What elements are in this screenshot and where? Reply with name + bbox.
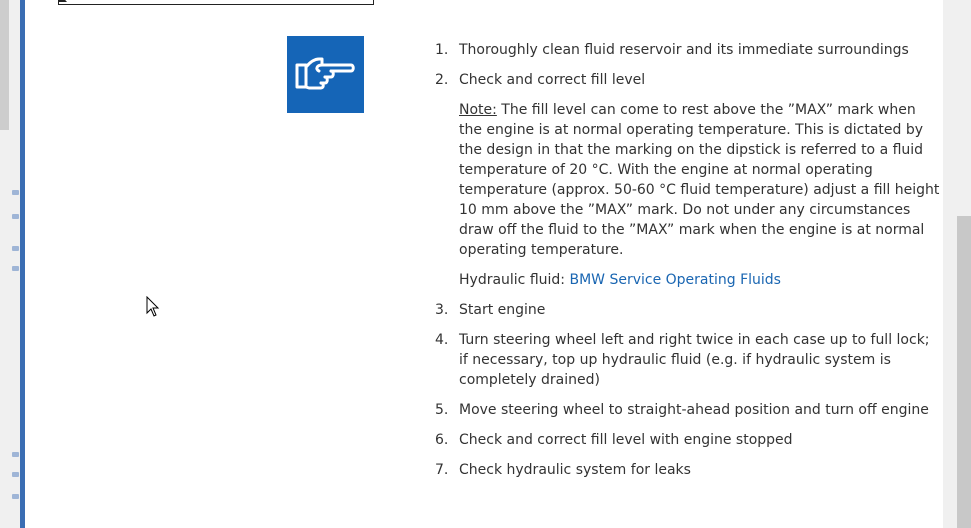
- step-number: 3.: [435, 302, 449, 318]
- figure-frame: [58, 0, 374, 5]
- left-window-chrome: [0, 0, 22, 528]
- hydraulic-fluid-label: Hydraulic fluid:: [459, 272, 570, 288]
- edge-marker: [12, 452, 19, 457]
- step-text: Check and correct fill level: [459, 72, 646, 88]
- step-text: Start engine: [459, 302, 546, 318]
- note-label: Note:: [459, 102, 497, 118]
- right-scrollbar[interactable]: [943, 0, 971, 528]
- figure-corner-mark: [58, 0, 67, 2]
- right-scrollbar-thumb[interactable]: [957, 216, 971, 528]
- edge-marker: [12, 266, 19, 271]
- step-number: 1.: [435, 42, 449, 58]
- note-paragraph: [459, 100, 940, 260]
- bmw-service-operating-fluids-link[interactable]: BMW Service Operating Fluids: [569, 272, 781, 288]
- left-scrollbar-thumb[interactable]: [0, 0, 9, 130]
- edge-marker: [12, 494, 19, 499]
- edge-marker: [12, 246, 19, 251]
- step-item: [424, 40, 940, 60]
- step-item: [424, 70, 940, 290]
- note-text: The fill level can come to rest above the ”MAX” mark when the engine is at normal operating temperature. This is dictated by the design in that the marking on the dipstick is referred to a fluid temperature of 20 °C. With the engine at normal operating temperature (approx. 50-60 °C fluid temperature) adjust a fill height 10 mm above the ”MAX” mark. Do not under any circumstances draw off the fluid to the ”MAX” mark when the engine is at normal operating temperature.: [459, 102, 940, 258]
- step-text: Check hydraulic system for leaks: [459, 462, 691, 478]
- window-accent-edge: [20, 0, 25, 528]
- step-item: [424, 430, 940, 450]
- mouse-cursor-icon: [146, 296, 160, 318]
- step-item: [424, 460, 940, 480]
- step-number: 2.: [435, 72, 449, 88]
- edge-marker: [12, 214, 19, 219]
- procedure-steps: [424, 40, 940, 490]
- pointing-hand-icon: [287, 36, 364, 113]
- step-item: [424, 300, 940, 320]
- step-number: 4.: [435, 332, 449, 348]
- step-item: [424, 330, 940, 390]
- document-content: [26, 0, 943, 528]
- pointing-hand-icon-glyph: [295, 55, 357, 95]
- edge-marker: [12, 472, 19, 477]
- step-text: Thoroughly clean fluid reservoir and its immediate surroundings: [459, 42, 909, 58]
- step-number: 5.: [435, 402, 449, 418]
- step-number: 6.: [435, 432, 449, 448]
- edge-marker: [12, 190, 19, 195]
- hydraulic-fluid-line: [459, 270, 940, 290]
- step-text: Check and correct fill level with engine stopped: [459, 432, 793, 448]
- step-text: Turn steering wheel left and right twice in each case up to full lock; if necessary, top up hydraulic fluid (e.g. if hydraulic system is completely drained): [459, 332, 930, 388]
- step-item: [424, 400, 940, 420]
- step-text: Move steering wheel to straight-ahead position and turn off engine: [459, 402, 929, 418]
- step-number: 7.: [435, 462, 449, 478]
